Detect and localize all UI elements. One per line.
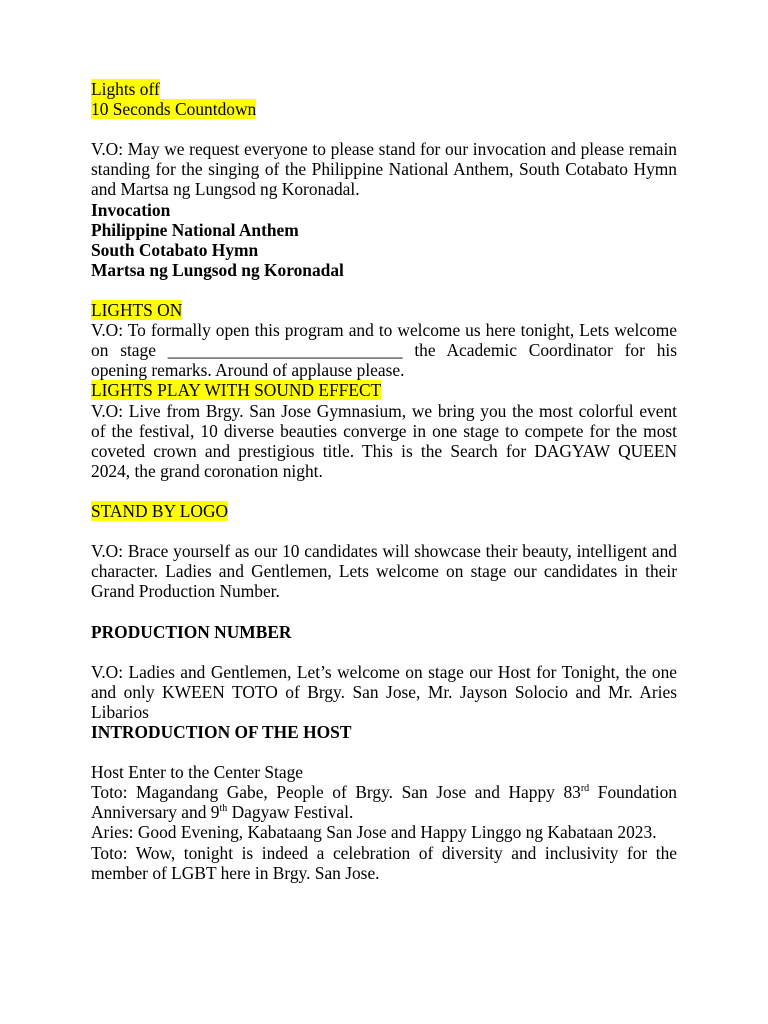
cue-countdown: 10 Seconds Countdown	[91, 99, 257, 120]
dialogue-toto-2: Toto: Wow, tonight is indeed a celebration of diversity and inclusivity for the member of LGBT here in Brgy. San Jose.	[91, 842, 677, 883]
cue-lights-play: LIGHTS PLAY WITH SOUND EFFECT	[91, 380, 382, 401]
heading-martsa: Martsa ng Lungsod ng Koronadal	[91, 259, 344, 280]
heading-anthem: Philippine National Anthem	[91, 219, 299, 240]
voice-over-live: V.O: Live from Brgy. San Jose Gymnasium, we bring you the most colorful event of the festival, 10 diverse beauties converge in one stage to compete for the most coveted crown and prestigious title. This is the Search for DAGYAW QUEEN 2024, the grand coronation night.	[91, 400, 677, 481]
dialogue-toto-1: Toto: Magandang Gabe, People of Brgy. San Jose and Happy 83rd Foundation Anniversary and 9th Dagyaw Festival.	[91, 782, 677, 823]
heading-invocation: Invocation	[91, 199, 171, 220]
cue-lights-on: LIGHTS ON	[91, 300, 183, 321]
heading-production-number: PRODUCTION NUMBER	[91, 621, 292, 642]
stage-direction-host-enter: Host Enter to the Center Stage	[91, 762, 304, 783]
cue-lights-off: Lights off	[91, 79, 160, 99]
document-page	[91, 79, 677, 883]
heading-introduction-host: INTRODUCTION OF THE HOST	[91, 722, 352, 742]
heading-hymn: South Cotabato Hymn	[91, 239, 259, 260]
voice-over-candidates: V.O: Brace yourself as our 10 candidates will showcase their beauty, intelligent and character. Ladies and Gentlemen, Lets welcome on stage our candidates in their Grand Production Number.	[91, 541, 677, 602]
cue-stand-by-logo: STAND BY LOGO	[91, 500, 229, 521]
dialogue-aries-1: Aries: Good Evening, Kabataang San Jose and Happy Linggo ng Kabataan 2023.	[91, 822, 657, 843]
voice-over-invocation: V.O: May we request everyone to please stand for our invocation and please remain standing for the singing of the Philippine National Anthem, South Cotabato Hymn and Martsa ng Lungsod ng Koronadal.	[91, 139, 677, 200]
voice-over-host: V.O: Ladies and Gentlemen, Let’s welcome on stage our Host for Tonight, the one and only KWEEN TOTO of Brgy. San Jose, Mr. Jayson Solocio and Mr. Aries Libarios	[91, 661, 677, 722]
voice-over-opening: V.O: To formally open this program and to welcome us here tonight, Lets welcome on stage ___________________________ the Academic Coordinator for his opening remarks. Around of applause please.	[91, 320, 677, 381]
